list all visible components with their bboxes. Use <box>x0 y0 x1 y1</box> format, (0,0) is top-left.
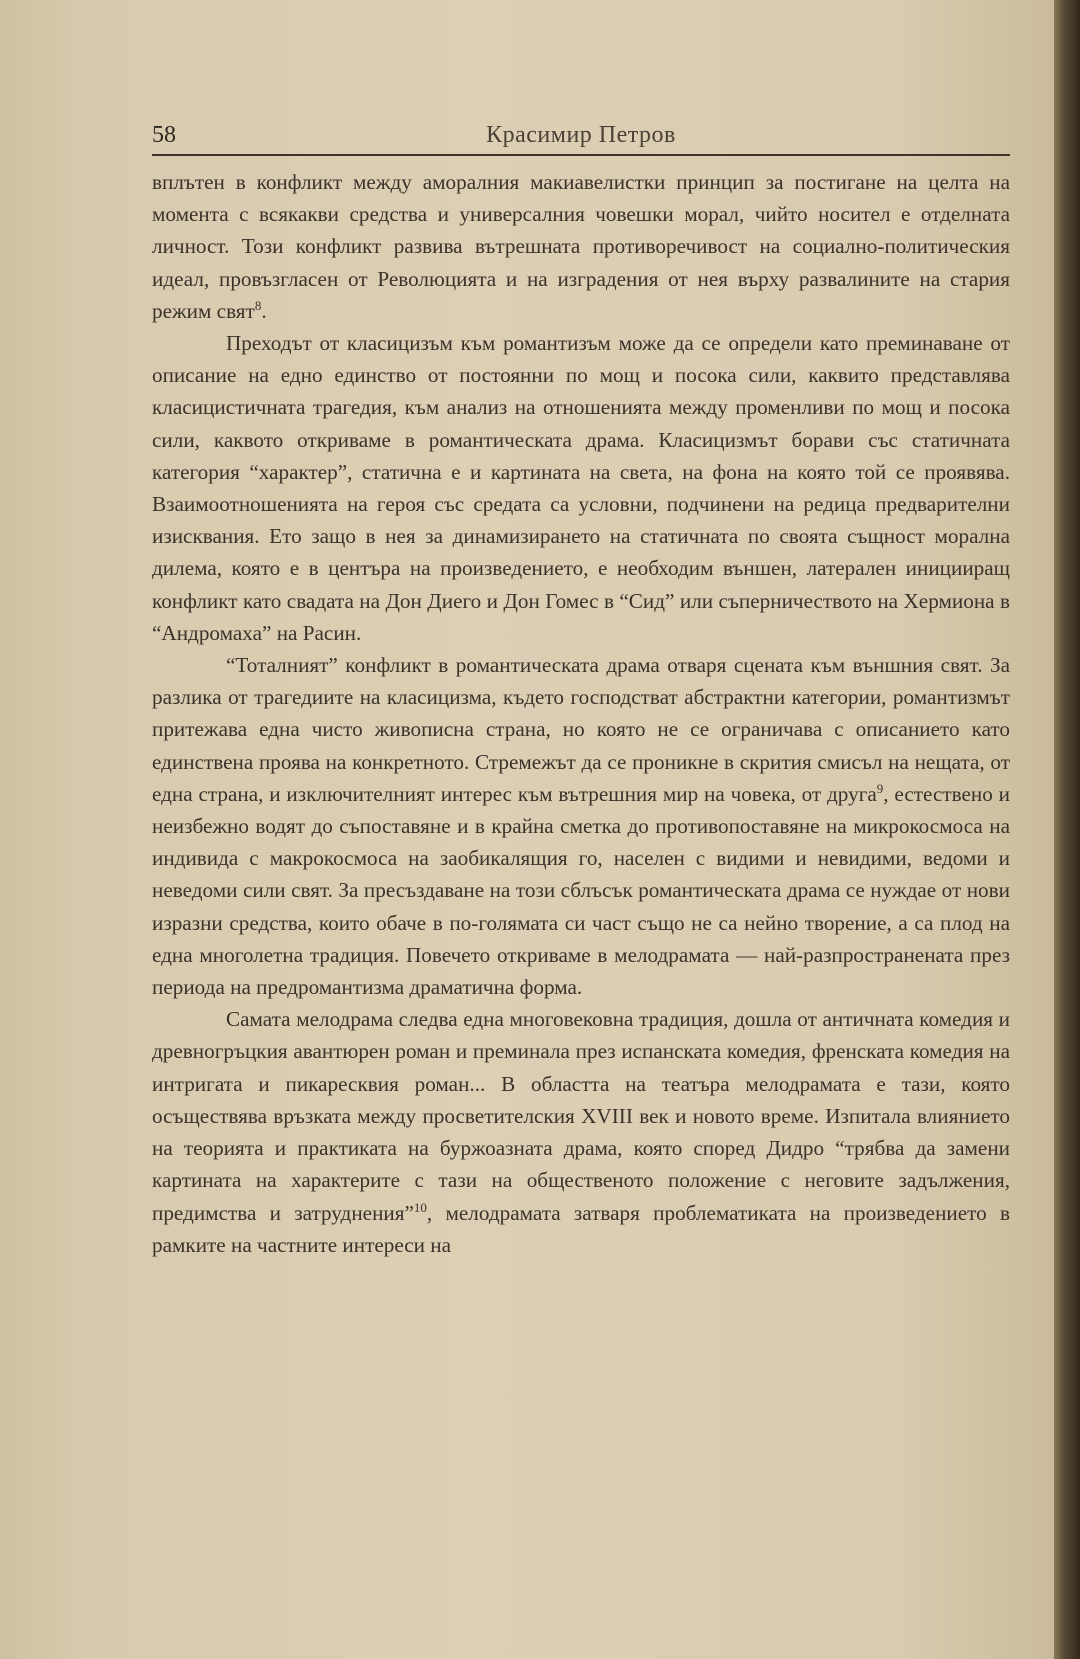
paragraph <box>152 1003 1010 1261</box>
paragraph-text-tail: , естествено и неизбежно водят до съпоставяне и в крайна сметка до противопоставяне на микрокосмоса на индивида с макрокосмоса на заобикалящия го, населен с видими и невидими, ведоми и неведоми сили свят. За пресъздаване на този сблъсък романтическата драма се нуждае от нови изразни средства, които обаче в по-голямата си част също не са нейно творение, а са плод на една многолетна традиция. Повечето откриваме в мелодрамата — най-разпространената през периода на предромантизма драматична форма. <box>152 781 1010 1000</box>
paragraph <box>152 327 1010 649</box>
paragraph-text: Преходът от класицизъм към романтизъм може да се определи като преминаване от описание на едно единство от постоянни по мощ и посока сили, каквито представлява класицистичната трагедия, към анализ на отношенията между променливи по мощ и посока сили, каквото откриваме в романтическата драма. Класицизмът борави със статичната категория “характер”, статична е и картината на света, на фона на която той се проявява. Взаимоотношенията на героя със средата са условни, подчинени на редица предварителни изисквания. Ето защо в нея за динамизирането на статичната по своята същност морална дилема, която е в центъра на произведението, е необходим външен, латерален иницииращ конфликт като свадата на Дон Диего и Дон Гомес в “Сид” или съперничеството на Хермиона в “Андромаха” на Расин. <box>152 331 1010 645</box>
body-text <box>152 166 1010 1261</box>
paragraph-text-tail: , мелодрамата затваря проблематиката на произведението в рамките на частните интереси на <box>152 1200 1010 1257</box>
paragraph-text: “Тоталният” конфликт в романтическата драма отваря сцената към външния свят. За разлика от трагедиите на класицизма, където господстват абстрактни категории, романтизмът притежава една чисто живописна страна, но която не се ограничава с описанието като единствена проява на конкретното. Стремежът да се проникне в скрития смисъл на нещата, от една страна, и изключителният интерес към вътрешния мир на човека, от друга <box>152 653 1010 806</box>
paragraph <box>152 166 1010 327</box>
book-spine-shadow <box>1054 0 1080 1659</box>
paragraph-text-tail: . <box>261 298 267 323</box>
paragraph-text: вплътен в конфликт между аморалния макиавелистки принцип за постигане на целта на момента с всякакви средства и универсалния човешки морал, чийто носител е отделната личност. Този конфликт развива вътрешната противоречивост на социално-политическия идеал, провъзгласен от Революцията и на изградения от нея върху развалините на стария режим свят <box>152 170 1010 323</box>
footnote-ref: 9 <box>876 780 884 796</box>
running-head: Красимир Петров <box>486 122 676 148</box>
page-header <box>152 120 1010 156</box>
paragraph-text: Самата мелодрама следва една многовековна традиция, дошла от античната комедия и древногръцкия авантюрен роман и преминала през испанската комедия, френската комедия на интригата и пикаресквия роман... В областта на театъра мелодрамата е тази, която осъществява връзката между просветителския XVIII век и новото време. Изпитала влиянието на теорията и практиката на буржоазната драма, която според Дидро “трябва да замени картината на характерите с тази на общественото положение с неговите задължения, предимства и затруднения” <box>152 1007 1010 1225</box>
footnote-ref: 8 <box>254 297 262 313</box>
page-number: 58 <box>152 122 176 148</box>
footnote-ref: 10 <box>413 1199 427 1215</box>
paragraph <box>152 649 1010 1003</box>
